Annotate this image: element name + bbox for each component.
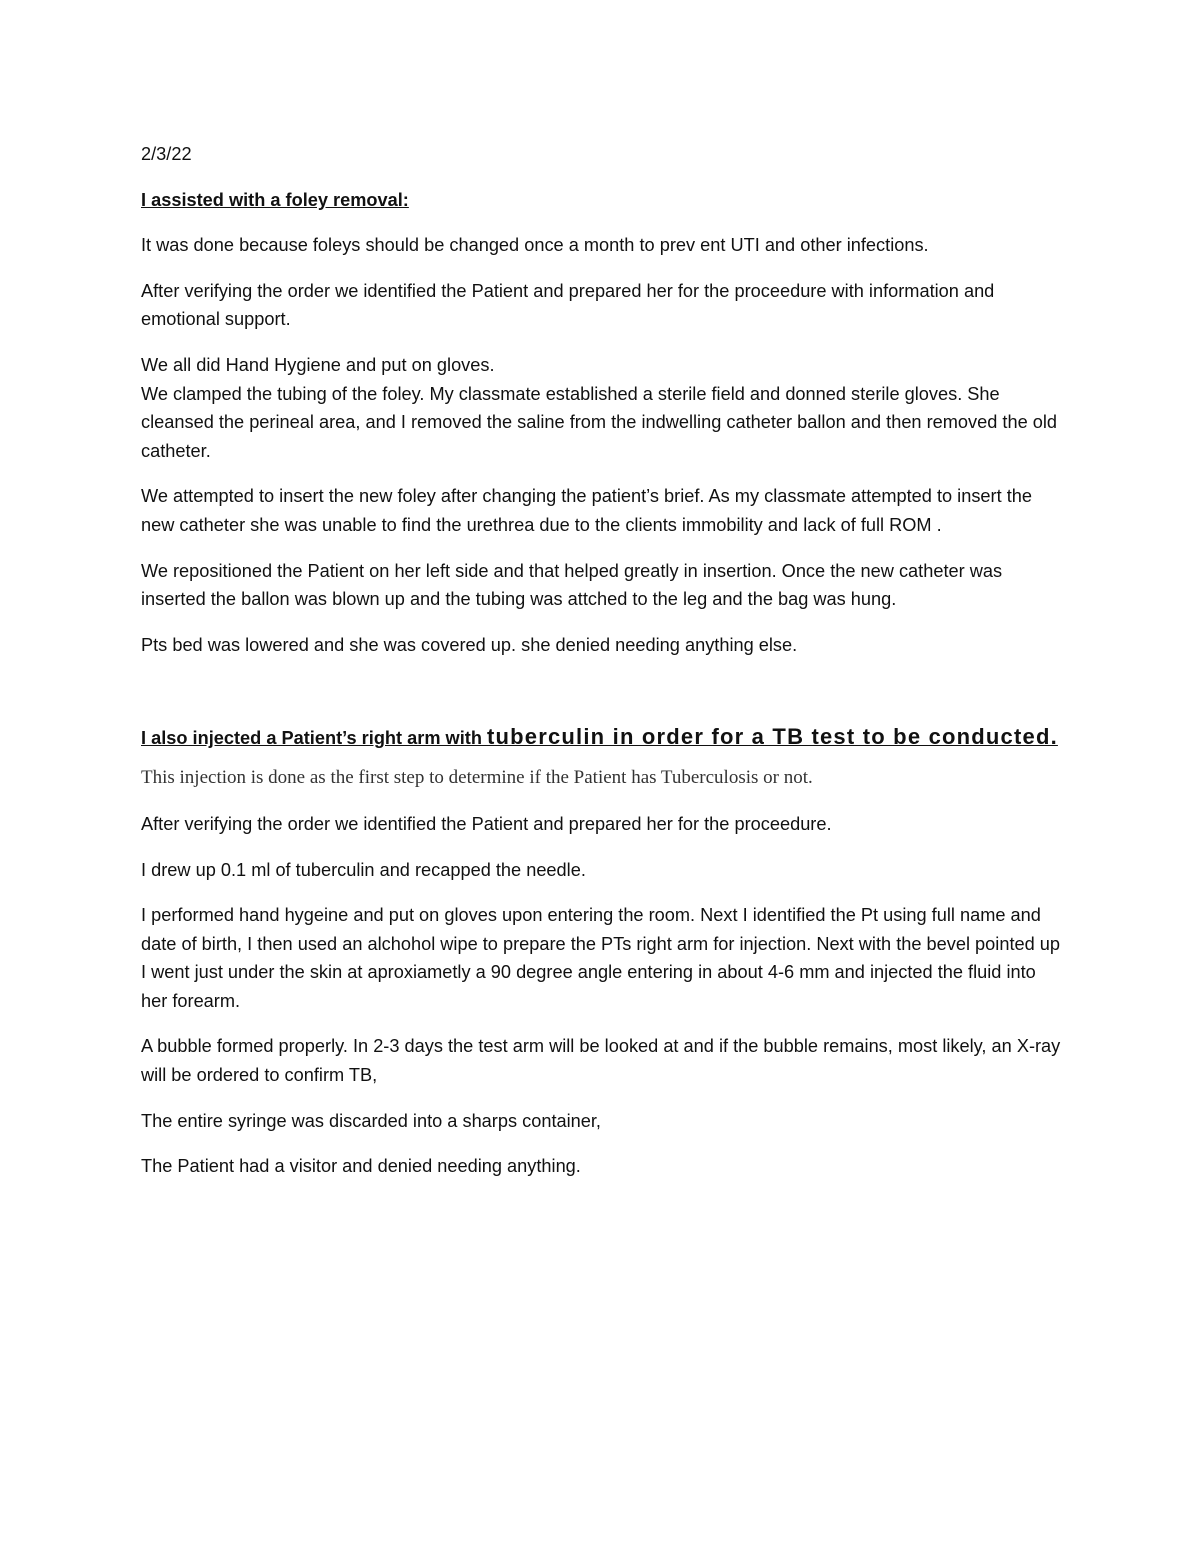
paragraph-tb-bubble: A bubble formed properly. In 2-3 days the test arm will be looked at and if the bubble remains, most likely, an X-ray will be ordered to confirm TB, xyxy=(141,1036,1061,1086)
paragraph-foley-closing: Pts bed was lowered and she was covered up. she denied needing anything else. xyxy=(141,634,798,655)
paragraph-tb-purpose: This injection is done as the first step to determine if the Patient has Tuberculosis or not. xyxy=(141,767,813,789)
section-heading-foley: I assisted with a foley removal: xyxy=(141,189,409,210)
section-heading-tb-part1: I also injected a Patient’s right arm with xyxy=(141,728,487,749)
paragraph-tb-closing: The Patient had a visitor and denied needing anything. xyxy=(141,1156,581,1177)
section-heading-tb xyxy=(141,723,1061,752)
paragraph-tb-discard: The entire syringe was discarded into a sharps container, xyxy=(141,1110,601,1131)
paragraph-foley-reason: It was done because foleys should be changed once a month to prev ent UTI and other infections. xyxy=(141,235,929,256)
paragraph-tb-verify: After verifying the order we identified the Patient and prepared her for the proceedure. xyxy=(141,813,832,834)
paragraph-foley-clamp: We clamped the tubing of the foley. My classmate established a sterile field and donned sterile gloves. She cleansed the perineal area, and I removed the saline from the indwelling catheter ballon and then removed the old catheter. xyxy=(141,383,1058,461)
document-date: 2/3/22 xyxy=(141,144,192,164)
paragraph-foley-reposition: We repositioned the Patient on her left side and that helped greatly in insertion. Once the new catheter was inserted the ballon was blown up and the tubing was attched to the leg and the bag was hung. xyxy=(141,560,1003,610)
paragraph-foley-insert-attempt: We attempted to insert the new foley after changing the patient’s brief. As my classmate attempted to insert the new catheter she was unable to find the urethrea due to the clients immobility and lack of full ROM . xyxy=(141,486,1032,535)
paragraph-foley-verify: After verifying the order we identified the Patient and prepared her for the proceedure with information and emotional support. xyxy=(141,280,995,330)
paragraph-tb-procedure: I performed hand hygeine and put on gloves upon entering the room. Next I identified the Pt using full name and date of birth, I then used an alchohol wipe to prepare the PTs right arm for injection. Next with the bevel pointed up I went just under the skin at aproxiametly a 90 degree angle entering in about 4-6 mm and injected the fluid into her forearm. xyxy=(141,905,1061,1011)
section-heading-tb-part2: tuberculin in order for a TB test to be conducted. xyxy=(486,724,1058,750)
document-page xyxy=(141,140,1061,1198)
paragraph-foley-hygiene: We all did Hand Hygiene and put on gloves. xyxy=(141,354,495,375)
paragraph-tb-drawup: I drew up 0.1 ml of tuberculin and recapped the needle. xyxy=(141,859,586,880)
